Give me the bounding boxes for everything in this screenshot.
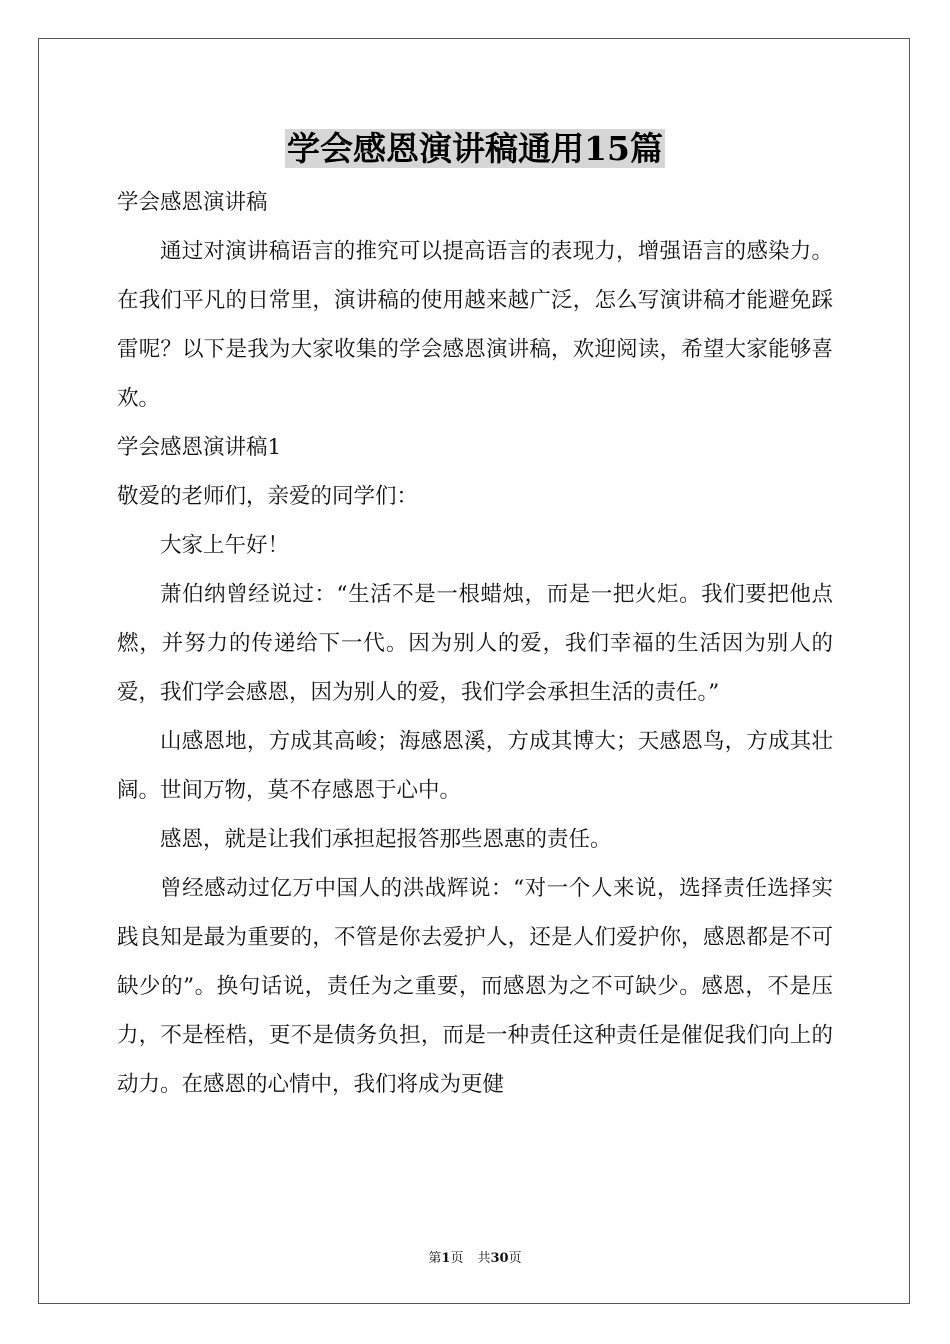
footer-page-suffix: 页	[450, 1251, 464, 1266]
paragraph: 山感恩地，方成其高峻；海感恩溪，方成其博大；天感恩鸟，方成其壮阔。世间万物，莫不存感恩于心中。	[117, 729, 833, 803]
document-title	[0, 126, 950, 172]
footer-page-prefix: 第	[428, 1251, 442, 1266]
paragraph: 萧伯纳曾经说过：“生活不是一根蜡烛，而是一把火炬。我们要把他点燃，并努力的传递给下一代。因为别人的爱，我们幸福的生活因为别人的爱，我们学会感恩，因为别人的爱，我们学会承担生活的责任。”	[117, 582, 833, 705]
paragraph: 曾经感动过亿万中国人的洪战辉说：“对一个人来说，选择责任选择实践良知是最为重要的，不管是你去爱护人，还是人们爱护你，感恩都是不可缺少的”。换句话说，责任为之重要，而感恩为之不可缺少。感恩，不是压力，不是桎梏，更不是债务负担，而是一种责任这种责任是催促我们向上的动力。在感恩的心情中，我们将成为更健	[117, 876, 833, 1097]
footer-total-pages: 30	[490, 1251, 509, 1266]
paragraph: 学会感恩演讲稿	[117, 190, 268, 215]
document-body	[117, 178, 833, 1109]
paragraph: 敬爱的老师们，亲爱的同学们：	[117, 484, 419, 509]
paragraph: 大家上午好！	[160, 533, 290, 558]
footer-page-number: 1	[441, 1251, 451, 1266]
document-title-text: 学会感恩演讲稿通用15篇	[287, 129, 663, 168]
paragraph: 感恩，就是让我们承担起报答那些恩惠的责任。	[160, 827, 612, 852]
paragraph: 通过对演讲稿语言的推究可以提高语言的表现力，增强语言的感染力。在我们平凡的日常里，演讲稿的使用越来越广泛，怎么写演讲稿才能避免踩雷呢？以下是我为大家收集的学会感恩演讲稿，欢迎阅读，希望大家能够喜欢。	[117, 239, 833, 411]
page-footer	[0, 1247, 950, 1266]
footer-total-prefix: 共	[477, 1251, 491, 1266]
footer-total-suffix: 页	[508, 1251, 522, 1266]
paragraph: 学会感恩演讲稿1	[117, 435, 282, 460]
